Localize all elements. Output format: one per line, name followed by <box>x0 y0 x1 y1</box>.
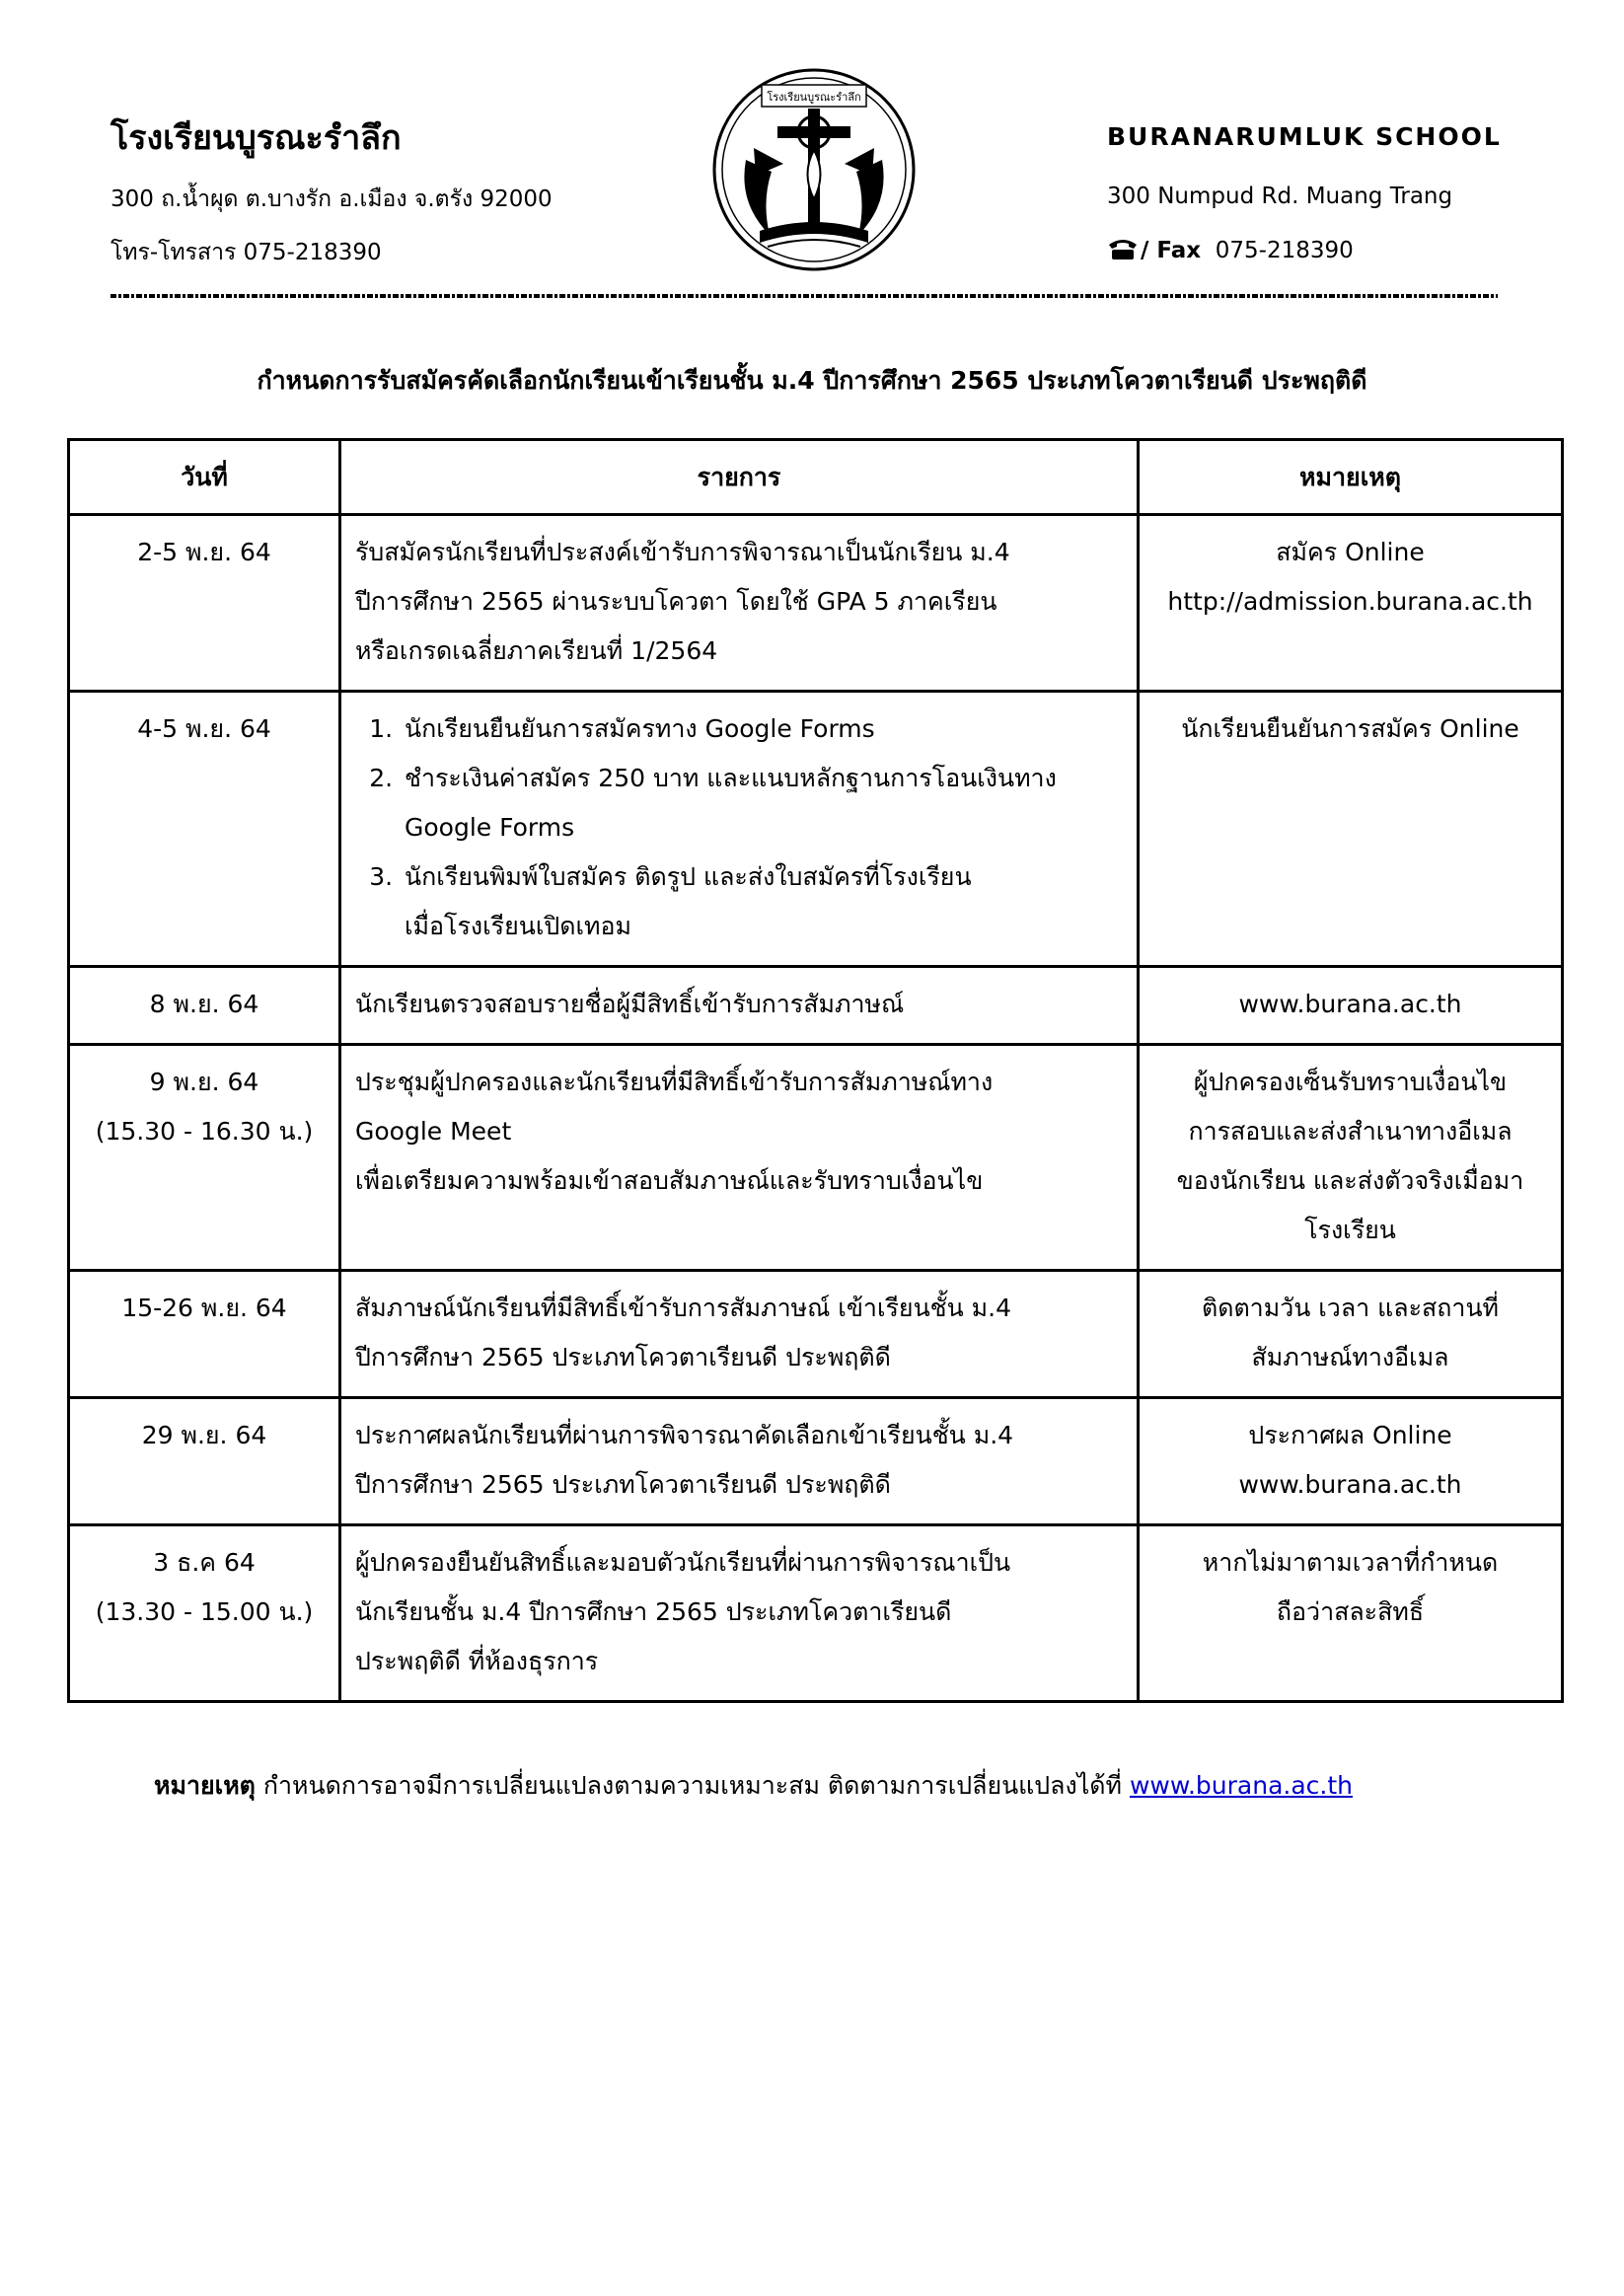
school-english-fax <box>1107 237 1354 263</box>
item-line: ปีการศึกษา 2565 ประเภทโควตาเรียนดี ประพฤติดี <box>355 1343 891 1371</box>
item-line: Google Forms <box>405 813 575 842</box>
school-english-name: BURANARUMLUK SCHOOL <box>1107 122 1502 151</box>
column-header-date: วันที่ <box>69 440 340 515</box>
date-cell <box>69 1045 340 1271</box>
date-cell <box>69 515 340 692</box>
item-cell <box>340 1045 1139 1271</box>
item-line: 2. ชำระเงินค่าสมัคร 250 บาท และแนบหลักฐานการโอนเงินทาง <box>405 764 1057 792</box>
note-line: http://admission.burana.ac.th <box>1167 587 1533 616</box>
note-cell <box>1139 515 1563 692</box>
item-line: ผู้ปกครองยืนยันสิทธิ์และมอบตัวนักเรียนที่ผ่านการพิจารณาเป็น <box>355 1548 1011 1577</box>
date-cell <box>69 1398 340 1525</box>
seal-lettering: โรงเรียนบูรณะรำลึก <box>767 91 861 104</box>
note-cell <box>1139 1398 1563 1525</box>
item-line: เพื่อเตรียมความพร้อมเข้าสอบสัมภาษณ์และรับทราบเงื่อนไข <box>355 1166 984 1195</box>
note-line: หากไม่มาตามเวลาที่กำหนด <box>1202 1548 1499 1577</box>
fax-label: / Fax <box>1141 238 1202 263</box>
note-line: ผู้ปกครองเซ็นรับทราบเงื่อนไข <box>1193 1068 1508 1096</box>
item-cell <box>340 692 1139 967</box>
note-line: ของนักเรียน และส่งตัวจริงเมื่อมา <box>1176 1166 1524 1195</box>
school-thai-phone: โทร-โทรสาร 075-218390 <box>111 240 382 265</box>
note-cell <box>1139 1271 1563 1398</box>
steps-list <box>355 704 1123 951</box>
phone-icon <box>1107 237 1139 260</box>
fax-number: 075-218390 <box>1215 238 1354 263</box>
item-cell <box>340 1271 1139 1398</box>
footer-text: กำหนดการอาจมีการเปลี่ยนแปลงตามความเหมาะสม ติดตามการเปลี่ยนแปลงได้ที่ <box>255 1771 1130 1800</box>
date-cell <box>69 967 340 1045</box>
item-line: 3. นักเรียนพิมพ์ใบสมัคร ติดรูป และส่งใบสมัครที่โรงเรียน <box>405 862 972 891</box>
table-row <box>69 1398 1563 1525</box>
note-cell <box>1139 967 1563 1045</box>
note-line: www.burana.ac.th <box>1238 1470 1462 1499</box>
table-header-row <box>69 440 1563 515</box>
table-row <box>69 1271 1563 1398</box>
note-line: นักเรียนยืนยันการสมัคร Online <box>1181 714 1519 743</box>
table-row <box>69 967 1563 1045</box>
item-line: นักเรียนชั้น ม.4 ปีการศึกษา 2565 ประเภทโควตาเรียนดี <box>355 1597 952 1626</box>
note-line: ประกาศผล Online <box>1248 1421 1452 1449</box>
item-cell <box>340 967 1139 1045</box>
item-line: เมื่อโรงเรียนเปิดเทอม <box>405 912 631 940</box>
list-item <box>401 754 1123 852</box>
table-row <box>69 1525 1563 1702</box>
column-header-item: รายการ <box>340 440 1139 515</box>
item-line: ปีการศึกษา 2565 ประเภทโควตาเรียนดี ประพฤติดี <box>355 1470 891 1499</box>
date-line: 2-5 พ.ย. 64 <box>137 538 271 566</box>
page-title: กำหนดการรับสมัครคัดเลือกนักเรียนเข้าเรียนชั้น ม.4 ปีการศึกษา 2565 ประเภทโควตาเรียนดี ประพฤติดี <box>257 366 1367 395</box>
list-item <box>401 704 1123 754</box>
date-line: 15-26 พ.ย. 64 <box>121 1294 287 1322</box>
note-line: สมัคร Online <box>1276 538 1425 566</box>
note-line: ติดตามวัน เวลา และสถานที่ <box>1201 1294 1500 1322</box>
school-english-address: 300 Numpud Rd. Muang Trang <box>1107 184 1453 209</box>
time-line: (15.30 - 16.30 น.) <box>95 1117 314 1146</box>
note-line: ถือว่าสละสิทธิ์ <box>1276 1597 1425 1626</box>
date-cell <box>69 1271 340 1398</box>
item-line: นักเรียนตรวจสอบรายชื่อผู้มีสิทธิ์เข้ารับการสัมภาษณ์ <box>355 990 905 1018</box>
time-line: (13.30 - 15.00 น.) <box>95 1597 314 1626</box>
note-line: การสอบและส่งสำเนาทางอีเมล <box>1188 1117 1513 1146</box>
date-line: 8 พ.ย. 64 <box>149 990 259 1018</box>
table-row <box>69 1045 1563 1271</box>
item-line: ประกาศผลนักเรียนที่ผ่านการพิจารณาคัดเลือกเข้าเรียนชั้น ม.4 <box>355 1421 1014 1449</box>
footer-label: หมายเหตุ <box>154 1771 256 1800</box>
item-cell <box>340 1525 1139 1702</box>
date-line: 4-5 พ.ย. 64 <box>137 714 271 743</box>
item-line: 1. นักเรียนยืนยันการสมัครทาง Google Forms <box>405 714 875 743</box>
item-line: ประชุมผู้ปกครองและนักเรียนที่มีสิทธิ์เข้ารับการสัมภาษณ์ทาง <box>355 1068 994 1096</box>
note-cell <box>1139 1525 1563 1702</box>
item-line: Google Meet <box>355 1117 512 1146</box>
note-cell <box>1139 692 1563 967</box>
item-line: รับสมัครนักเรียนที่ประสงค์เข้ารับการพิจารณาเป็นนักเรียน ม.4 <box>355 538 1010 566</box>
note-line: www.burana.ac.th <box>1238 990 1462 1018</box>
item-line: หรือเกรดเฉลี่ยภาคเรียนที่ 1/2564 <box>355 636 718 665</box>
item-line: ประพฤติดี ที่ห้องธุรการ <box>355 1647 599 1675</box>
note-line: โรงเรียน <box>1304 1216 1396 1244</box>
schedule-table <box>67 438 1564 1703</box>
header-divider <box>111 294 1498 298</box>
date-cell <box>69 692 340 967</box>
item-line: สัมภาษณ์นักเรียนที่มีสิทธิ์เข้ารับการสัมภาษณ์ เข้าเรียนชั้น ม.4 <box>355 1294 1011 1322</box>
item-cell <box>340 515 1139 692</box>
school-thai-name: โรงเรียนบูรณะรำลึก <box>111 118 402 158</box>
date-line: 3 ธ.ค 64 <box>153 1548 256 1577</box>
school-seal-logo <box>710 65 918 274</box>
date-cell <box>69 1525 340 1702</box>
table-row <box>69 692 1563 967</box>
footer-note <box>154 1766 1353 1806</box>
item-cell <box>340 1398 1139 1525</box>
note-cell <box>1139 1045 1563 1271</box>
date-line: 9 พ.ย. 64 <box>149 1068 259 1096</box>
date-line: 29 พ.ย. 64 <box>141 1421 267 1449</box>
column-header-note: หมายเหตุ <box>1139 440 1563 515</box>
item-line: ปีการศึกษา 2565 ผ่านระบบโควตา โดยใช้ GPA 5 ภาคเรียน <box>355 587 997 616</box>
school-thai-address: 300 ถ.น้ำผุด ต.บางรัก อ.เมือง จ.ตรัง 92000 <box>111 186 553 212</box>
note-line: สัมภาษณ์ทางอีเมล <box>1251 1343 1449 1371</box>
list-item <box>401 852 1123 951</box>
website-link[interactable]: www.burana.ac.th <box>1129 1771 1354 1800</box>
table-row <box>69 515 1563 692</box>
